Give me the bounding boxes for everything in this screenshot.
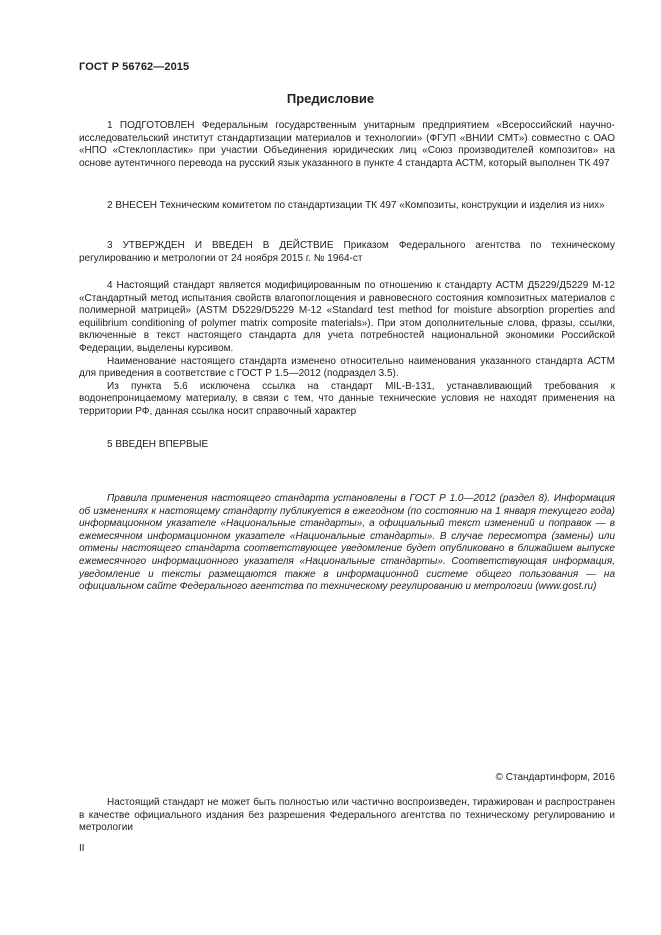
section-3-text: 3 УТВЕРЖДЕН И ВВЕДЕН В ДЕЙСТВИЕ Приказом Федерального агентства по техническому регулированию и метрологии от 24 ноября 2015 г. № 1964-ст [79, 240, 615, 264]
reproduction-notice-text: Настоящий стандарт не может быть полностью или частично воспроизведен, тиражирован и распространен в качестве официального издания без разрешения Федерального агентства по техническому регулированию и метрологии [79, 797, 615, 834]
page-title: Предисловие [286, 91, 375, 106]
section-3 [79, 240, 615, 265]
standard-code-header: ГОСТ Р 56762—2015 [79, 61, 190, 73]
section-1-text: 1 ПОДГОТОВЛЕН Федеральным государственным унитарным предприятием «Всероссийский научно-исследовательский институт стандартизации материалов и технологии» (ФГУП «ВНИИ СМТ») совместно с ОАО «НПО «Стеклопластик» при участии Объединения юридических лиц «Союз производителей композитов» на основе аутентичного перевода на русский язык указанного в пункте 4 стандарта АСТМ, который выполнен ТК 497 [79, 120, 615, 169]
section-5 [79, 439, 615, 452]
section-2-text: 2 ВНЕСЕН Техническим комитетом по стандартизации ТК 497 «Композиты, конструкции и изделия из них» [107, 200, 605, 211]
application-rules-notice [79, 493, 615, 594]
copyright-line: © Стандартинформ, 2016 [495, 772, 615, 783]
page-number: II [79, 843, 85, 854]
application-rules-text: Правила применения настоящего стандарта установлены в ГОСТ Р 1.0—2012 (раздел 8). Информация об изменениях к настоящему стандарту публикуется в ежегодном (по состоянию на 1 января текущего года) информационном указателе «Национальные стандарты», а официальный текст изменений и поправок — в ежемесячном информационном указателе «Национальные стандарты». В случае пересмотра (замены) или отмены настоящего стандарта соответствующее уведомление будет опубликовано в ближайшем выпуске ежемесячного информационного указателя «Национальные стандарты». Соответствующая информация, уведомление и тексты размещаются также в информационной системе общего пользования — на официальном сайте Федерального агентства по техническому регулированию и метрологии (www.gost.ru) [79, 493, 615, 593]
section-4-paragraph-3: Из пункта 5.6 исключена ссылка на стандарт MIL-B-131, устанавливающий требования к водонепроницаемому материалу, в связи с тем, что данные технические условия не находят применения на территории РФ, данная ссылка носит справочный характер [79, 380, 615, 417]
section-4 [79, 280, 615, 419]
section-2 [79, 200, 615, 213]
section-4-paragraph-1: 4 Настоящий стандарт является модифицированным по отношению к стандарту АСТМ Д5229/Д5229 М-12 «Стандартный метод испытания свойств влагопоглощения и равновесного состояния композитных материалов с полимерной матрицей» (ASTM D5229/D5229 M-12 «Standard test method for moisture absorption properties and equilibrium conditioning of polymer matrix composite materials»). При этом дополнительные слова, фразы, ссылки, включенные в текст настоящего стандарта для учета потребностей национальной экономики Российской Федерации, выделены курсивом. [79, 280, 615, 354]
section-1 [79, 120, 615, 170]
section-5-text: 5 ВВЕДЕН ВПЕРВЫЕ [107, 439, 209, 450]
reproduction-notice [79, 797, 615, 835]
section-4-paragraph-2: Наименование настоящего стандарта изменено относительно наименования указанного стандарта АСТМ для приведения в соответствие с ГОСТ Р 1.5—2012 (подраздел 3.5). [79, 355, 615, 380]
